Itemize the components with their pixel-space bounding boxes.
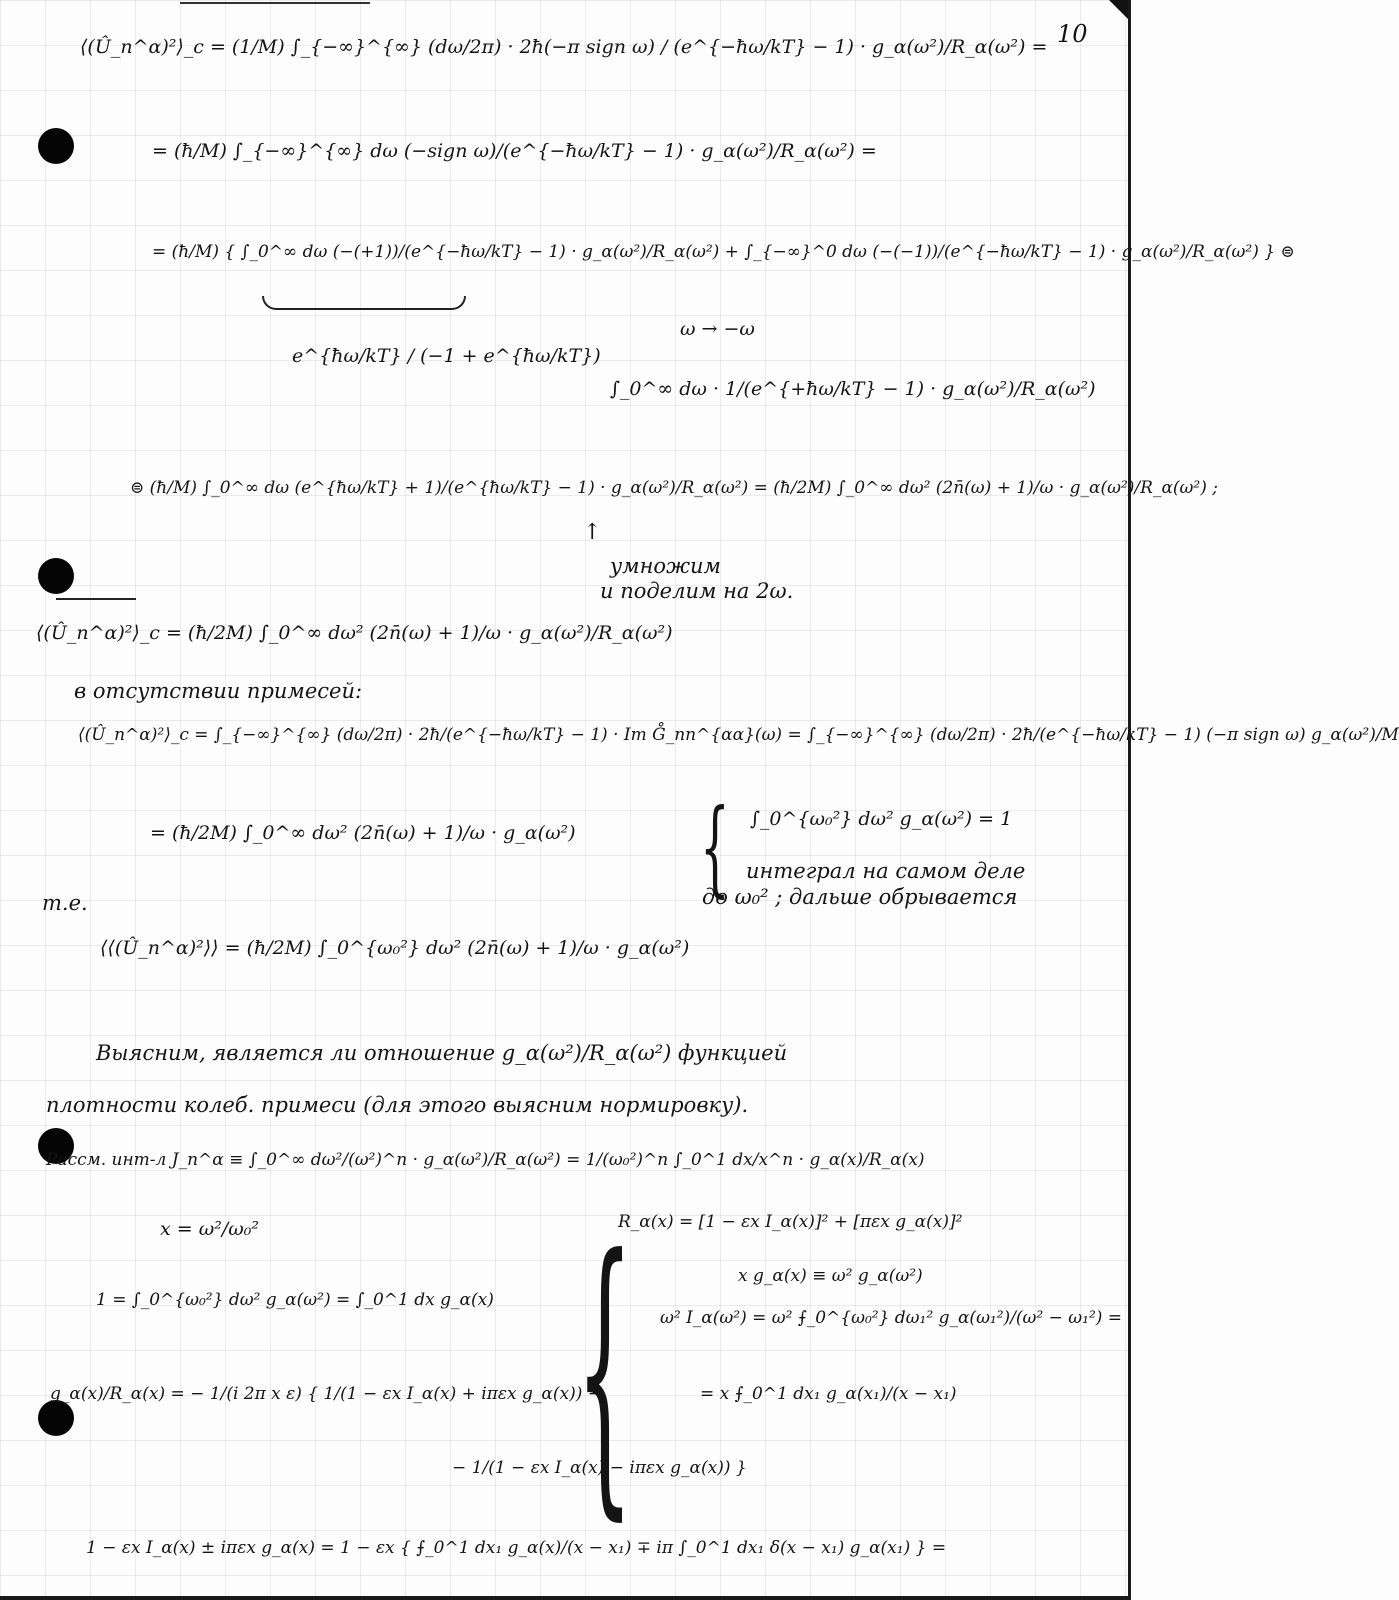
scan-edge-right	[1128, 0, 1131, 1600]
page-number: 10	[1057, 20, 1088, 48]
normalization-note: ∫_0^{ω₀²} dω² g_α(ω²) = 1	[750, 808, 1013, 830]
substitution-note: ω → −ω	[680, 318, 755, 340]
equation-line-18: 1 = ∫_0^{ω₀²} dω² g_α(ω²) = ∫_0^1 dx g_α(x)	[96, 1290, 494, 1310]
definition-I-x: = x ⨍_0^1 dx₁ g_α(x₁)/(x − x₁)	[700, 1384, 957, 1404]
equation-line-3: = (ħ/M) { ∫_0^∞ dω (−(+1))/(e^{−ħω/kT} − 1) · g_α(ω²)/R_α(ω²) + ∫_{−∞}^0 dω (−(−1))/(e^{−ħω/kT} − 1) · g_α(ω²)/R_α(ω²) } ⊜	[152, 242, 1295, 262]
equation-line-21: 1 − εx I_α(x) ± iπεx g_α(x) = 1 − εx { ⨍_0^1 dx₁ g_α(x)/(x − x₁) ∓ iπ ∫_0^1 dx₁ δ(x − x₁) g_α(x₁) } =	[86, 1538, 947, 1558]
binder-hole-bullet	[38, 558, 74, 594]
equation-line-20: − 1/(1 − εx I_α(x) − iπεx g_α(x)) }	[452, 1458, 747, 1478]
substitution-x: x = ω²/ω₀²	[160, 1218, 259, 1240]
note-no-impurities: в отсутствии примесей:	[74, 679, 363, 703]
equation-line-5: ⊜ (ħ/M) ∫_0^∞ dω (e^{ħω/kT} + 1)/(e^{ħω/kT} − 1) · g_α(ω²)/R_α(ω²) = (ħ/2M) ∫_0^∞ dω² (2n̄(ω) + 1)/ω · g_α(ω²)/R_α(ω²) ;	[130, 478, 1218, 498]
equation-line-1: ⟨(Û_n^α)²⟩_c = (1/M) ∫_{−∞}^{∞} (dω/2π) · 2ħ(−π sign ω) / (e^{−ħω/kT} − 1) · g_α(ω²)/R_α(ω²) =	[80, 36, 1048, 58]
equation-line-4a: e^{ħω/kT} / (−1 + e^{ħω/kT})	[292, 345, 601, 367]
equation-line-13: ⟨⟨(Û_n^α)²⟩⟩ = (ħ/2M) ∫_0^{ω₀²} dω² (2n̄(ω) + 1)/ω · g_α(ω²)	[100, 937, 690, 959]
integral-range-note: интеграл на самом деле	[746, 859, 1026, 883]
note-divide: и поделим на 2ω.	[600, 579, 794, 603]
integral-cutoff-note: до ω₀² ; дальше обрывается	[702, 885, 1018, 909]
equation-line-4b: ∫_0^∞ dω · 1/(e^{+ħω/kT} − 1) · g_α(ω²)/R_α(ω²)	[610, 378, 1096, 400]
curly-brace: {	[576, 1196, 634, 1545]
equation-line-11: = (ħ/2M) ∫_0^∞ dω² (2n̄(ω) + 1)/ω · g_α(ω²)	[150, 822, 576, 844]
scan-edge-bottom	[0, 1596, 1131, 1600]
binder-hole-bullet	[38, 128, 74, 164]
curly-brace: {	[700, 786, 730, 908]
equation-line-19: g_α(x)/R_α(x) = − 1/(i 2π x ε) { 1/(1 − εx I_α(x) + iπεx g_α(x)) −	[50, 1384, 603, 1404]
equation-line-10: ⟨(Û_n^α)²⟩_c = ∫_{−∞}^{∞} (dω/2π) · 2ħ/(e^{−ħω/kT} − 1) · Im G̊_nn^{αα}(ω) = ∫_{−∞}^{∞} (dω/2π) · 2ħ/(e^{−ħω/kT} − 1) (−π sign ω) g_α(ω²)/M	[78, 725, 1399, 745]
arrow-up-icon: ↑	[583, 520, 602, 545]
note-multiply: умножим	[610, 554, 721, 578]
equation-line-16: Рассм. инт-л J_n^α ≡ ∫_0^∞ dω²/(ω²)^n · g_α(ω²)/R_α(ω²) = 1/(ω₀²)^n ∫_0^1 dx/x^n · g_α(x)/R_α(x)	[46, 1150, 925, 1170]
note-ie: т.е.	[42, 891, 88, 915]
definition-xg: x g_α(x) ≡ ω² g_α(ω²)	[738, 1266, 923, 1286]
header-rule	[180, 2, 370, 4]
text-line-14: Выясним, является ли отношение g_α(ω²)/R_α(ω²) функцией	[96, 1041, 788, 1065]
equation-line-8: ⟨(Û_n^α)²⟩_c = (ħ/2M) ∫_0^∞ dω² (2n̄(ω) + 1)/ω · g_α(ω²)/R_α(ω²)	[36, 622, 673, 644]
binder-hole-bullet	[38, 1400, 74, 1436]
definition-R: R_α(x) = [1 − εx I_α(x)]² + [πεx g_α(x)]²	[618, 1212, 963, 1232]
underbrace	[262, 296, 466, 310]
equation-line-2: = (ħ/M) ∫_{−∞}^{∞} dω (−sign ω)/(e^{−ħω/kT} − 1) · g_α(ω²)/R_α(ω²) =	[152, 140, 877, 162]
text-line-15: плотности колеб. примеси (для этого выясним нормировку).	[46, 1093, 749, 1117]
overline	[56, 598, 136, 600]
definition-I: ω² I_α(ω²) = ω² ⨍_0^{ω₀²} dω₁² g_α(ω₁²)/(ω² − ω₁²) =	[660, 1308, 1123, 1328]
